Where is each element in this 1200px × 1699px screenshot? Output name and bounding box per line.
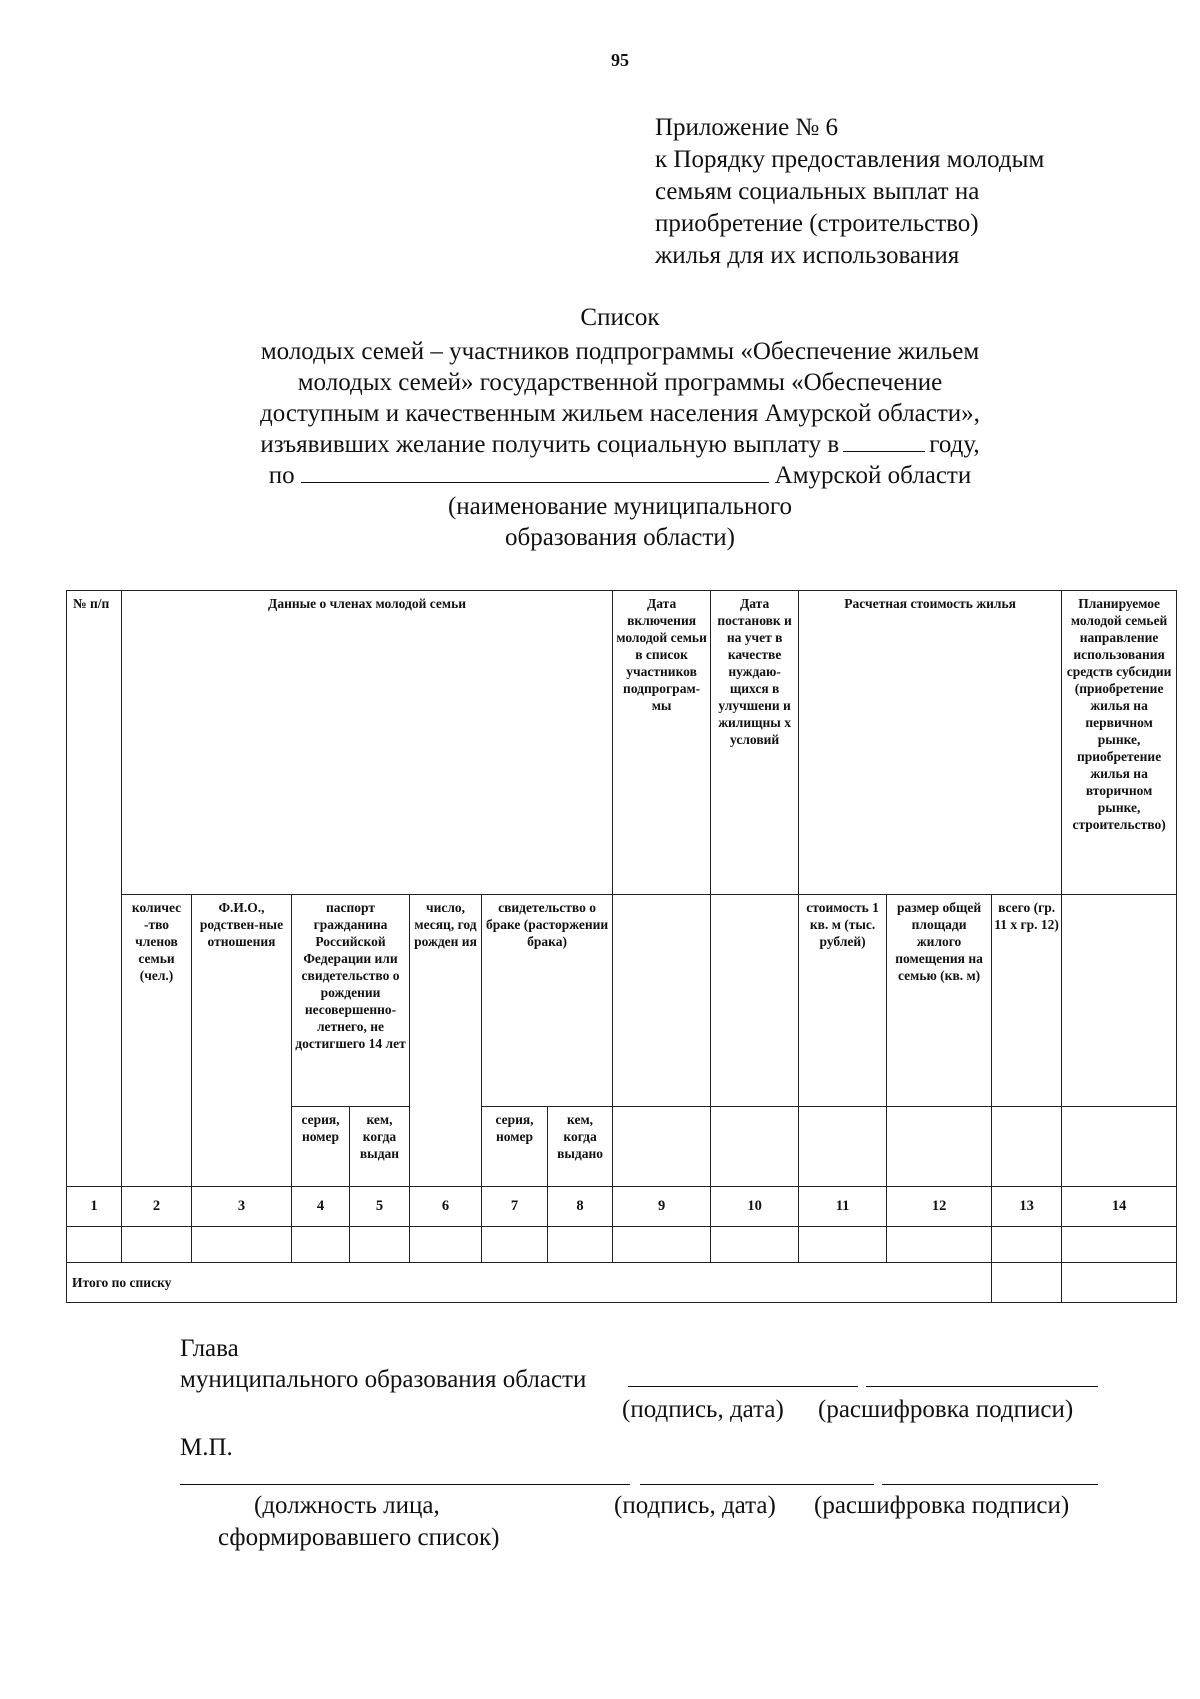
data-cell[interactable] — [192, 1227, 292, 1263]
column-number: 7 — [482, 1187, 548, 1227]
position-caption: сформировавшего список) — [218, 1524, 500, 1551]
empty-cell — [887, 1107, 992, 1187]
column-number: 13 — [992, 1187, 1062, 1227]
empty-cell — [992, 1107, 1062, 1187]
header-area: размер общей площади жилого помещения на семью (кв. м) — [887, 895, 992, 1107]
appendix-line: Приложение № 6 — [655, 114, 839, 141]
data-cell[interactable] — [992, 1227, 1062, 1263]
appendix-line: жилья для их использования — [655, 242, 960, 269]
data-cell[interactable] — [887, 1227, 992, 1263]
data-cell[interactable] — [292, 1227, 350, 1263]
appendix-block — [655, 112, 1044, 272]
header-marriage-issued: кем, когда выдано — [548, 1107, 613, 1187]
column-number-row — [67, 1187, 1177, 1227]
empty-cell — [711, 1107, 799, 1187]
total-row — [67, 1263, 1177, 1303]
signature-decode-line[interactable] — [866, 1386, 1098, 1387]
signature-decode-line[interactable] — [882, 1484, 1098, 1485]
column-number: 14 — [1062, 1187, 1177, 1227]
header-passport: паспорт гражданина Российской Федерации или свидетельство о рождении несовершенно-летнего, не достигшего 14 лет — [292, 895, 410, 1107]
column-number: 8 — [548, 1187, 613, 1227]
total-cell[interactable] — [1062, 1263, 1177, 1303]
header-planned-use: Планируемое молодой семьей направление использования средств субсидии (приобретение жилья на первичном рынке, приобретение жилья на вторичном рынке, строительство) — [1062, 591, 1177, 895]
sign-date-caption: (подпись, дата) — [622, 1396, 784, 1423]
data-cell[interactable] — [711, 1227, 799, 1263]
empty-cell — [711, 895, 799, 1107]
column-number: 12 — [887, 1187, 992, 1227]
signature-line[interactable] — [628, 1386, 858, 1387]
title-note: (наименование муниципального — [447, 493, 793, 520]
empty-cell — [1062, 1107, 1177, 1187]
data-cell[interactable] — [122, 1227, 192, 1263]
title-text: году, — [929, 431, 980, 458]
empty-cell — [613, 895, 711, 1107]
sign-decode-caption: (расшифровка подписи) — [818, 1396, 1074, 1423]
title-text: Амурской области — [774, 462, 972, 489]
data-cell[interactable] — [613, 1227, 711, 1263]
data-cell[interactable] — [410, 1227, 482, 1263]
title-line — [200, 460, 1040, 491]
data-cell[interactable] — [548, 1227, 613, 1263]
signature-line[interactable] — [640, 1484, 874, 1485]
families-table — [66, 590, 1177, 1303]
document-title — [200, 302, 1040, 553]
column-number: 4 — [292, 1187, 350, 1227]
table-row — [67, 1227, 1177, 1263]
empty-cell — [1062, 895, 1177, 1107]
municipality-blank[interactable] — [301, 460, 769, 483]
header-marriage-series: серия, номер — [482, 1107, 548, 1187]
header-birth-date: число, месяц, год рожден ия — [410, 895, 482, 1187]
total-label: Итого по списку — [67, 1263, 992, 1303]
column-number: 6 — [410, 1187, 482, 1227]
total-cell[interactable] — [992, 1263, 1062, 1303]
appendix-line: к Порядку предоставления молодым — [655, 146, 1045, 173]
data-cell[interactable] — [482, 1227, 548, 1263]
title-line: доступным и качественным жильем населения Амурской области», — [260, 400, 980, 427]
appendix-line: приобретение (строительство) — [655, 210, 979, 237]
header-date-registration: Дата постановк и на учет в качестве нуждаю-щихся в улучшени и жилищны х условий — [711, 591, 799, 895]
title-heading: Список — [580, 304, 660, 331]
data-cell[interactable] — [350, 1227, 410, 1263]
page-number: 95 — [611, 50, 629, 70]
empty-cell — [799, 1107, 887, 1187]
title-line — [200, 429, 1040, 460]
position-line[interactable] — [180, 1484, 630, 1485]
column-number: 2 — [122, 1187, 192, 1227]
column-number: 9 — [613, 1187, 711, 1227]
data-cell[interactable] — [67, 1227, 122, 1263]
column-number: 3 — [192, 1187, 292, 1227]
sign-decode-caption: (расшифровка подписи) — [814, 1492, 1070, 1519]
column-number: 1 — [67, 1187, 122, 1227]
column-number: 5 — [350, 1187, 410, 1227]
title-text: изъявивших желание получить социальную выплату в — [260, 431, 840, 458]
title-line: молодых семей» государственной программы «Обеспечение — [297, 369, 943, 396]
head-title: Глава — [180, 1335, 239, 1362]
appendix-line: семьям социальных выплат на — [655, 178, 980, 205]
data-cell[interactable] — [1062, 1227, 1177, 1263]
header-marriage-cert: свидетельство о браке (расторжении брака) — [482, 895, 613, 1107]
header-family: Данные о членах молодой семьи — [122, 591, 613, 895]
title-line: молодых семей – участников подпрограммы «Обеспечение жильем — [260, 338, 980, 365]
title-text: по — [268, 462, 295, 489]
head-org: муниципального образования области — [180, 1366, 587, 1393]
header-date-inclusion: Дата включения молодой семьи в список участников подпрограм-мы — [613, 591, 711, 895]
data-cell[interactable] — [799, 1227, 887, 1263]
header-cost-per-m2: стоимость 1 кв. м (тыс. рублей) — [799, 895, 887, 1107]
position-caption: (должность лица, — [254, 1492, 440, 1519]
header-passport-series: серия, номер — [292, 1107, 350, 1187]
year-blank[interactable] — [843, 429, 925, 452]
header-total-cost: всего (гр. 11 х гр. 12) — [992, 895, 1062, 1107]
empty-cell — [613, 1107, 711, 1187]
stamp-mark: М.П. — [180, 1434, 233, 1461]
header-cost: Расчетная стоимость жилья — [799, 591, 1062, 895]
title-note: образования области) — [504, 524, 736, 551]
column-number: 11 — [799, 1187, 887, 1227]
header-num: № п/п — [67, 591, 122, 1187]
column-number: 10 — [711, 1187, 799, 1227]
sign-date-caption: (подпись, дата) — [614, 1492, 776, 1519]
header-member-count: количес -тво членов семьи (чел.) — [122, 895, 192, 1187]
header-passport-issued: кем, когда выдан — [350, 1107, 410, 1187]
header-fio: Ф.И.О., родствен-ные отношения — [192, 895, 292, 1187]
